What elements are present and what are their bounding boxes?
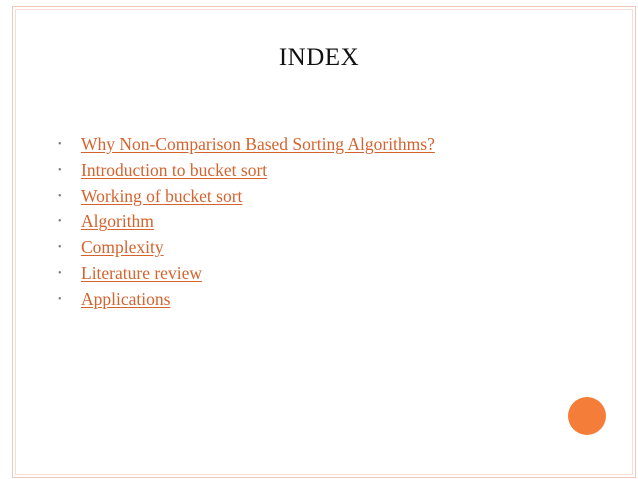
index-link-literature-review[interactable]: Literature review (81, 262, 202, 283)
index-link-complexity[interactable]: Complexity (81, 237, 164, 258)
list-item (58, 261, 435, 287)
index-link-introduction[interactable]: Introduction to bucket sort (81, 159, 268, 180)
slide-title: INDEX (278, 44, 360, 71)
list-item (58, 132, 435, 158)
index-link-why-non-comparison[interactable]: Why Non-Comparison Based Sorting Algorithms? (81, 134, 435, 154)
bullet-icon: • (58, 242, 62, 254)
bullet-icon: • (58, 139, 62, 150)
index-link-algorithm[interactable]: Algorithm (81, 211, 154, 232)
index-link-working[interactable]: Working of bucket sort (81, 185, 243, 206)
bullet-icon: • (58, 293, 62, 305)
list-item (58, 235, 435, 261)
bullet-icon: • (58, 164, 62, 176)
index-list (58, 132, 435, 313)
list-item (58, 287, 435, 313)
list-item (58, 209, 435, 235)
orange-circle-icon (568, 397, 606, 435)
bullet-icon: • (58, 190, 62, 202)
list-item (58, 184, 435, 210)
list-item (58, 158, 435, 184)
bullet-icon: • (58, 216, 62, 228)
index-link-applications[interactable]: Applications (81, 288, 171, 309)
bullet-icon: • (58, 267, 62, 279)
